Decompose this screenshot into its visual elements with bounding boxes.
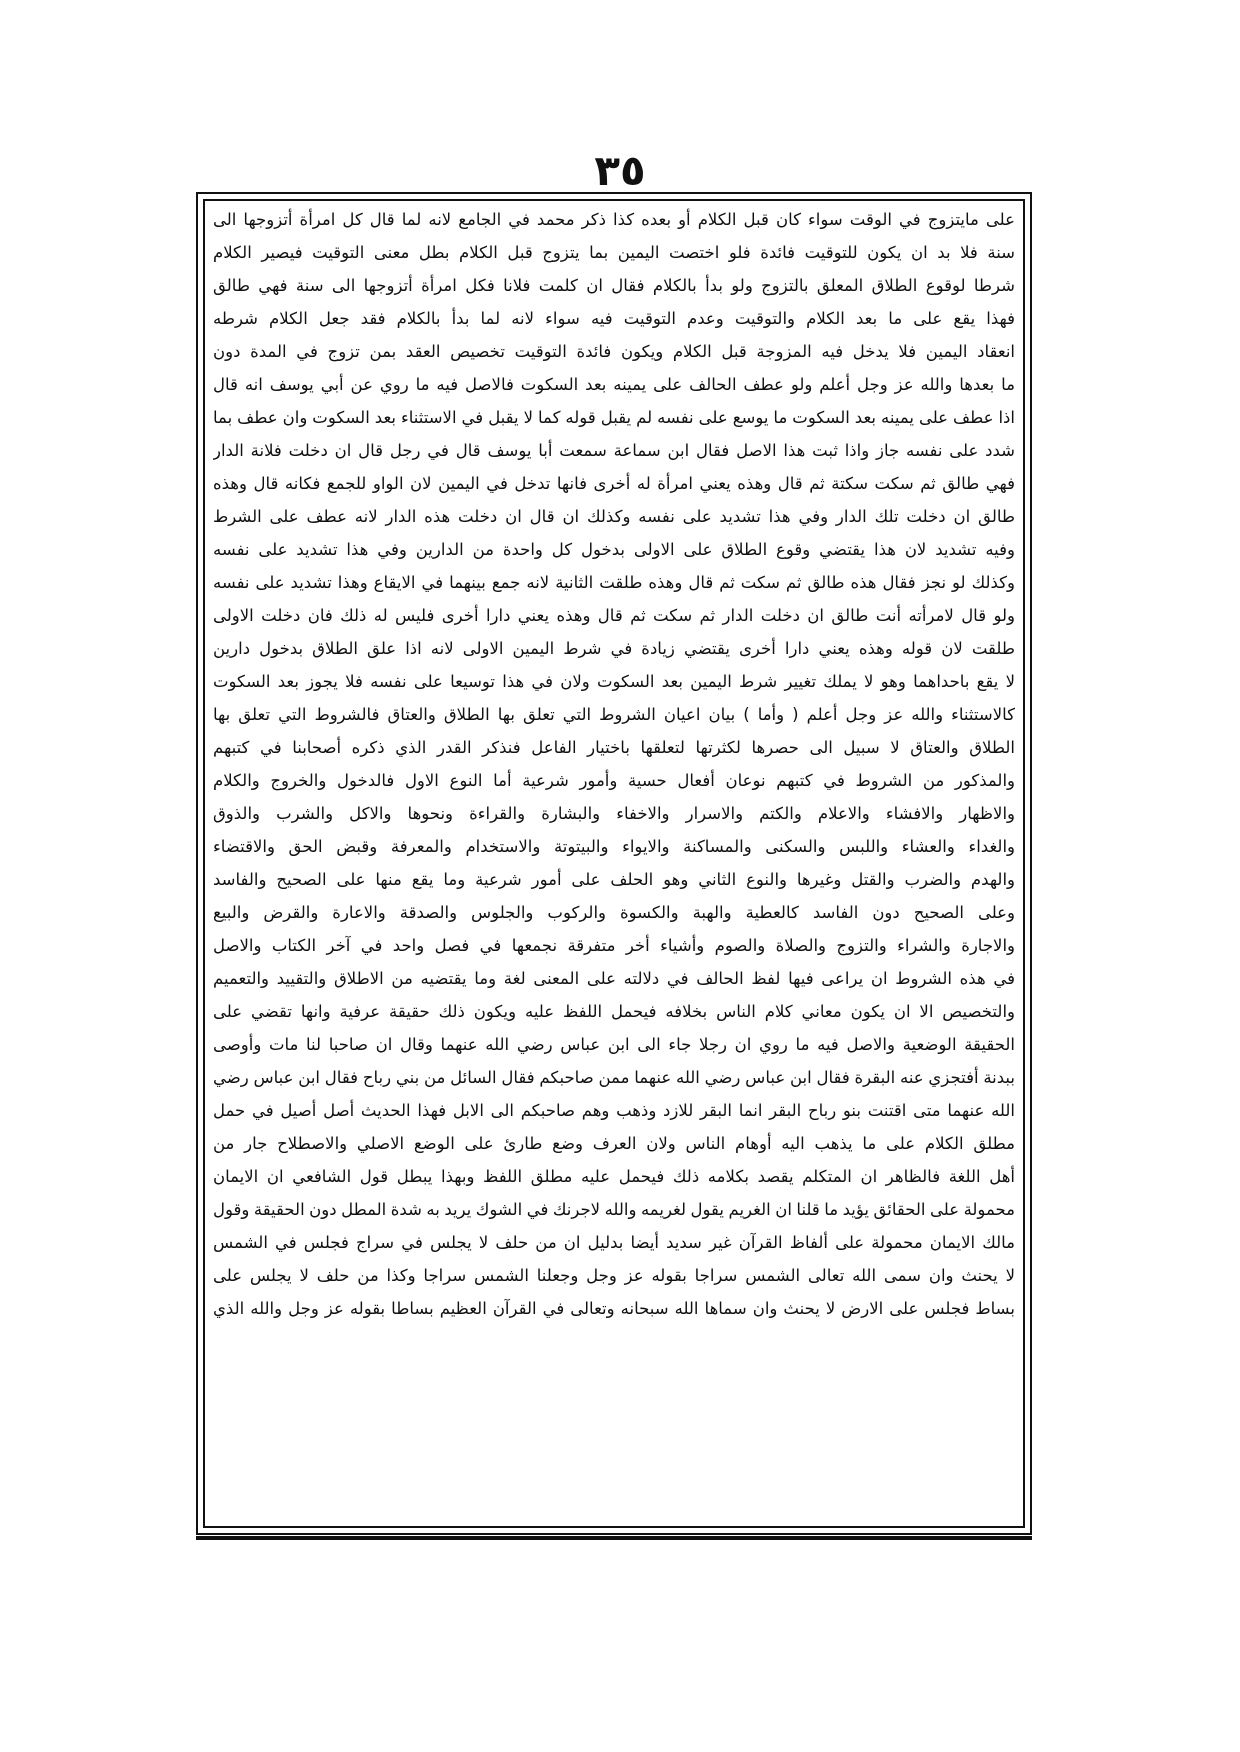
text-line [213, 1457, 1015, 1490]
text-line: الله عنهما متى اقتنت بنو رباح البقر انما البقر للازد وذهب وهم صاحبكم الى الابل فهذا الحديث أصل أصيل في حمل [213, 1101, 1015, 1120]
text-line [213, 1424, 1015, 1457]
text-line: لا يقع باحداهما وهو لا يملك تغيير شرط اليمين بعد السكوت ولان في هذا توسيعا على نفسه فلا يجوز بعد السكوت [213, 672, 1015, 691]
text-line [213, 1490, 1015, 1523]
text-line: انعقاد اليمين فلا يدخل فيه المزوجة قبل الكلام ويكون فائدة التوقيت تخصيص العقد بمن تزوج في المدة دون [213, 342, 1015, 361]
text-line: مطلق الكلام على ما يذهب اليه أوهام الناس ولان العرف وضع طارئ على الوضع الاصلي والاصطلاح جار من [213, 1134, 1015, 1153]
text-line: في هذه الشروط ان يراعى فيها لفظ الحالف في دلالته على المعنى لغة وما يقتضيه من الاطلاق والتقييد والتعميم [213, 969, 1015, 988]
text-line [213, 1358, 1015, 1391]
text-line: فهي طالق ثم سكت سكتة ثم قال وهذه يعني امرأة له أخرى فانها تدخل في اليمين لان الواو للجمع فكانه قال وهذه [213, 474, 1015, 493]
page-number: ٣٥ [594, 146, 646, 195]
text-line: وكذلك لو نجز فقال هذه طالق ثم سكت ثم قال وهذه طلقت الثانية لانه جمع بينهما في الايقاع وهذا تشديد على نفسه [213, 573, 1015, 592]
text-line: طلقت لان قوله وهذه يعني دارا أخرى يقتضي زيادة في شرط اليمين الاولى لانه اذا علق الطلاق بدخول دارين [213, 639, 1015, 658]
text-line [213, 1325, 1015, 1358]
text-line: بساط فجلس على الارض لا يحنث وان سماها الله سبحانه وتعالى في القرآن العظيم بساطا بقوله عز وجل والله الذي [213, 1299, 1015, 1318]
text-line: والغداء والعشاء واللبس والسكنى والمساكنة والايواء والبيتوتة والاستخدام والمعرفة وقبض الحق والاقتضاء [213, 837, 1015, 856]
text-line: والاجارة والشراء والتزوج والصلاة والصوم وأشياء أخر متفرقة نجمعها في فصل واحد في آخر الكتاب والاصل [213, 936, 1015, 955]
text-line: والمذكور من الشروط في كتبهم نوعان أفعال حسية وأمور شرعية أما النوع الاول فالدخول والخروج والكلام [213, 771, 1015, 790]
text-line: أهل اللغة فالظاهر ان المتكلم يقصد بكلامه ذلك فيحمل عليه مطلق اللفظ وبهذا يبطل قول الشافعي ان الايمان [213, 1167, 1015, 1186]
text-line: فهذا يقع على ما بعد الكلام والتوقيت وعدم التوقيت فيه سواء لانه لما بدأ بالكلام فقد جعل الكلام شرطه [213, 309, 1015, 328]
text-line: محمولة على الحقائق يؤيد ما قلنا ان الغريم يقول لغريمه والله لاجرنك في الشوك يريد به شدة المطل دون الحقيقة وقول [213, 1200, 1015, 1219]
text-line: طالق ان دخلت تلك الدار وفي هذا تشديد على نفسه وكذلك ان قال ان دخلت هذه الدار لانه عطف على الشرط [213, 507, 1015, 526]
text-line: ببدنة أفتجزي عنه البقرة فقال ابن عباس رضي الله عنهما ممن صاحبكم فقال السائل من بني رباح فقال ابن عباس رضي [213, 1068, 1015, 1087]
text-line: الحقيقة الوضعية والاصل فيه ما روي ان رجلا جاء الى ابن عباس رضي الله عنهما وقال ان صاحبا لنا مات وأوصى [213, 1035, 1015, 1054]
text-body [213, 203, 1015, 1523]
text-line: لا يحنث وان سمى الله تعالى الشمس سراجا بقوله عز وجل وجعلنا الشمس سراجا وكذا من حلف لا يجلس على [213, 1266, 1015, 1285]
text-line: وفيه تشديد لان هذا يقتضي وقوع الطلاق على الاولى بدخول كل واحدة من الدارين وفي هذا تشديد على نفسه [213, 540, 1015, 559]
text-line: والهدم والضرب والقتل وغيرها والنوع الثاني وهو الحلف على أمور شرعية وما يقع منها على الصحيح والفاسد [213, 870, 1015, 889]
text-line: الطلاق والعتاق لا سبيل الى حصرها لكثرتها لتعلقها باختيار الفاعل فنذكر القدر الذي ذكره أصحابنا في كتبهم [213, 738, 1015, 757]
text-line: والتخصيص الا ان يكون معاني كلام الناس بخلافه فيحمل اللفظ عليه ويكون ذلك حقيقة عرفية وانها تقضي على [213, 1002, 1015, 1021]
text-line: على مايتزوج في الوقت سواء كان قبل الكلام أو بعده كذا ذكر محمد في الجامع لانه لما قال كل امرأة أتزوجها الى [213, 210, 1015, 229]
text-line: والاظهار والافشاء والاعلام والكتم والاسرار والاخفاء والبشارة والقراءة ونحوها والاكل والشرب والذوق [213, 804, 1015, 823]
text-line: اذا عطف على يمينه بعد السكوت ما يوسع على نفسه لم يقبل قوله كما لا يقبل في الاستثناء بعد السكوت وان عطف بما [213, 408, 1015, 427]
text-line [213, 1391, 1015, 1424]
text-line: شرطا لوقوع الطلاق المعلق بالتزوج ولو بدأ بالكلام فقال ان كلمت فلانا فكل امرأة أتزوجها الى سنة فهي طالق [213, 276, 1015, 295]
text-line: ولو قال لامرأته أنت طالق ان دخلت الدار ثم سكت ثم قال وهذه يعني دارا أخرى فليس له ذلك فان دخلت الاولى [213, 606, 1015, 625]
text-line: مالك الايمان محمولة على ألفاظ القرآن غير سديد أيضا بدليل ان من حلف لا يجلس في سراج فجلس في الشمس [213, 1233, 1015, 1252]
text-line: وعلى الصحيح دون الفاسد كالعطية والهبة والكسوة والركوب والجلوس والصدقة والاعارة والقرض والبيع [213, 903, 1015, 922]
text-line: ما بعدها والله عز وجل أعلم ولو عطف الحالف على يمينه بعد السكوت فالاصل فيه ما روي عن أبي يوسف انه قال [213, 375, 1015, 394]
bottom-rule [196, 1536, 1032, 1540]
text-line: كالاستثناء والله عز وجل أعلم ( وأما ) بيان اعيان الشروط التي تعلق بها الطلاق والعتاق فالشروط التي تعلق بها [213, 705, 1015, 724]
text-line: سنة فلا بد ان يكون للتوقيت فائدة فلو اختصت اليمين بما يتزوج قبل الكلام بطل معنى التوقيت فيصير الكلام [213, 243, 1015, 262]
text-line: شدد على نفسه جاز واذا ثبت هذا الاصل فقال ابن سماعة سمعت أبا يوسف قال في رجل قال ان دخلت فلانة الدار [213, 441, 1015, 460]
